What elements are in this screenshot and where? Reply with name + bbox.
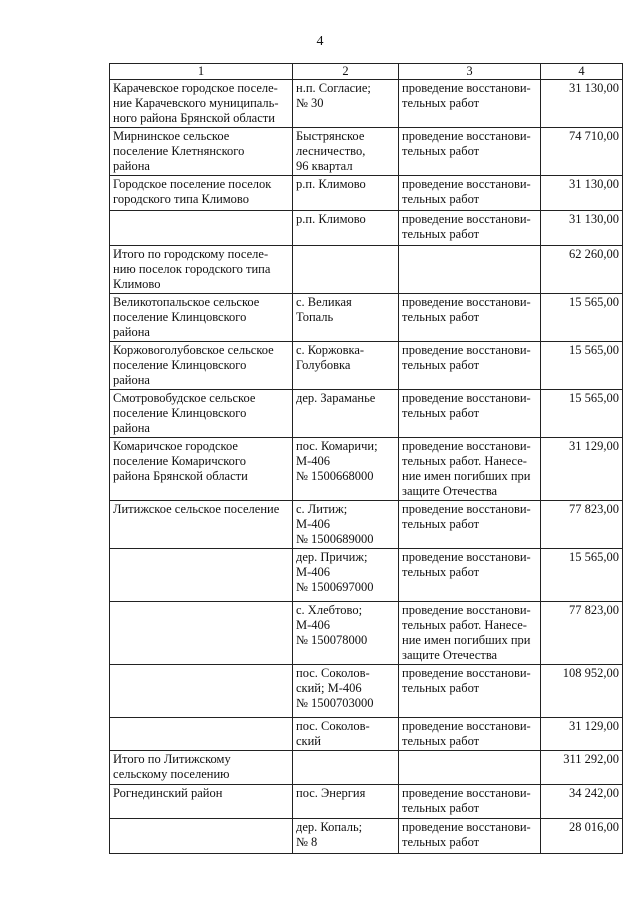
amount-cell: 77 823,00 xyxy=(541,602,623,665)
location-cell: р.п. Климово xyxy=(293,211,399,246)
location-cell: дер. Копаль; № 8 xyxy=(293,819,399,854)
settlement-cell xyxy=(110,665,293,718)
amount-cell: 77 823,00 xyxy=(541,501,623,549)
settlement-cell xyxy=(110,718,293,751)
header-cell-3: 3 xyxy=(399,64,541,80)
location-cell: дер. Зараманье xyxy=(293,390,399,438)
work-cell: проведение восстанови- тельных работ xyxy=(399,294,541,342)
work-cell xyxy=(399,246,541,294)
location-cell: с. Литиж; М-406 № 1500689000 xyxy=(293,501,399,549)
work-cell: проведение восстанови- тельных работ xyxy=(399,785,541,819)
work-cell: проведение восстанови- тельных работ xyxy=(399,211,541,246)
amount-cell: 74 710,00 xyxy=(541,128,623,176)
settlement-cell: Коржовоголубовское сельское поселение Клинцовского района xyxy=(110,342,293,390)
location-cell: пос. Энергия xyxy=(293,785,399,819)
location-cell: с. Коржовка- Голубовка xyxy=(293,342,399,390)
table-header-row xyxy=(110,64,623,80)
amount-cell: 28 016,00 xyxy=(541,819,623,854)
amount-cell: 311 292,00 xyxy=(541,751,623,785)
work-cell: проведение восстанови- тельных работ xyxy=(399,176,541,211)
settlement-cell xyxy=(110,819,293,854)
amount-cell: 34 242,00 xyxy=(541,785,623,819)
location-cell: н.п. Согласие; № 30 xyxy=(293,80,399,128)
settlement-cell: Рогнединский район xyxy=(110,785,293,819)
table-row xyxy=(110,501,623,549)
location-cell: с. Хлебтово; М-406 № 150078000 xyxy=(293,602,399,665)
settlement-cell: Городское поселение поселок городского типа Климово xyxy=(110,176,293,211)
table-row xyxy=(110,819,623,854)
table-row xyxy=(110,751,623,785)
table-row xyxy=(110,390,623,438)
work-cell: проведение восстанови- тельных работ xyxy=(399,128,541,176)
amount-cell: 15 565,00 xyxy=(541,549,623,602)
settlement-cell xyxy=(110,602,293,665)
location-cell: пос. Соколов- ский xyxy=(293,718,399,751)
settlement-cell: Великотопальское сельское поселение Клинцовского района xyxy=(110,294,293,342)
amount-cell: 15 565,00 xyxy=(541,294,623,342)
table-row xyxy=(110,211,623,246)
table-row xyxy=(110,602,623,665)
settlement-cell: Смотровобудское сельское поселение Клинцовского района xyxy=(110,390,293,438)
settlement-cell: Итого по Литижскому сельскому поселению xyxy=(110,751,293,785)
location-cell: пос. Соколов- ский; М-406 № 1500703000 xyxy=(293,665,399,718)
location-cell: дер. Причиж; М-406 № 1500697000 xyxy=(293,549,399,602)
settlement-cell: Комаричское городское поселение Комаричского района Брянской области xyxy=(110,438,293,501)
work-cell: проведение восстанови- тельных работ xyxy=(399,80,541,128)
header-cell-4: 4 xyxy=(541,64,623,80)
work-cell: проведение восстанови- тельных работ xyxy=(399,718,541,751)
table-row xyxy=(110,80,623,128)
location-cell: Быстрянское лесничество, 96 квартал xyxy=(293,128,399,176)
header-cell-1: 1 xyxy=(110,64,293,80)
amount-cell: 62 260,00 xyxy=(541,246,623,294)
amount-cell: 108 952,00 xyxy=(541,665,623,718)
table-body xyxy=(110,64,623,854)
table-row xyxy=(110,128,623,176)
settlement-cell xyxy=(110,549,293,602)
settlement-cell: Карачевское городское поселе- ние Карачевского муниципаль- ного района Брянской области xyxy=(110,80,293,128)
table-row xyxy=(110,549,623,602)
page-number: 4 xyxy=(316,34,324,49)
table-row xyxy=(110,718,623,751)
work-cell: проведение восстанови- тельных работ xyxy=(399,390,541,438)
amount-cell: 31 130,00 xyxy=(541,176,623,211)
header-cell-2: 2 xyxy=(293,64,399,80)
amount-cell: 31 130,00 xyxy=(541,211,623,246)
settlement-cell xyxy=(110,211,293,246)
work-cell: проведение восстанови- тельных работ xyxy=(399,819,541,854)
amount-cell: 31 129,00 xyxy=(541,718,623,751)
funding-table xyxy=(109,63,623,854)
work-cell: проведение восстанови- тельных работ xyxy=(399,342,541,390)
location-cell xyxy=(293,751,399,785)
amount-cell: 31 129,00 xyxy=(541,438,623,501)
amount-cell: 15 565,00 xyxy=(541,390,623,438)
settlement-cell: Итого по городскому поселе- нию поселок городского типа Климово xyxy=(110,246,293,294)
table-row xyxy=(110,246,623,294)
location-cell: р.п. Климово xyxy=(293,176,399,211)
location-cell xyxy=(293,246,399,294)
settlement-cell: Литижское сельское поселение xyxy=(110,501,293,549)
work-cell: проведение восстанови- тельных работ xyxy=(399,549,541,602)
table-row xyxy=(110,294,623,342)
table-row xyxy=(110,176,623,211)
table-row xyxy=(110,785,623,819)
table-row xyxy=(110,438,623,501)
table-row xyxy=(110,342,623,390)
location-cell: с. Великая Топаль xyxy=(293,294,399,342)
work-cell: проведение восстанови- тельных работ. Нанесе- ние имен погибших при защите Отечества xyxy=(399,438,541,501)
amount-cell: 31 130,00 xyxy=(541,80,623,128)
work-cell: проведение восстанови- тельных работ. Нанесе- ние имен погибших при защите Отечества xyxy=(399,602,541,665)
work-cell: проведение восстанови- тельных работ xyxy=(399,501,541,549)
amount-cell: 15 565,00 xyxy=(541,342,623,390)
location-cell: пос. Комаричи; М-406 № 1500668000 xyxy=(293,438,399,501)
work-cell xyxy=(399,751,541,785)
table-row xyxy=(110,665,623,718)
settlement-cell: Мирнинское сельское поселение Клетнянского района xyxy=(110,128,293,176)
work-cell: проведение восстанови- тельных работ xyxy=(399,665,541,718)
